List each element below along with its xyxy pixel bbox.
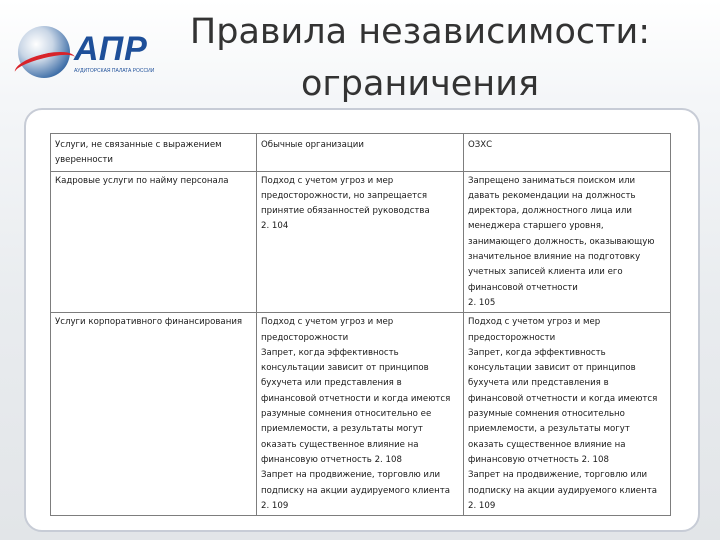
logo xyxy=(18,24,168,88)
header-services: Услуги, не связанные с выражением уверенности xyxy=(51,134,257,172)
logo-subtitle: АУДИТОРСКАЯ ПАЛАТА РОССИИ xyxy=(74,68,155,74)
table-row xyxy=(51,313,671,516)
header-regular-organizations: Обычные организации xyxy=(257,134,464,172)
page-title-line-1: Правила независимости: xyxy=(189,12,651,52)
table-row xyxy=(51,171,671,313)
pie-reference: 2. 105 xyxy=(468,297,496,308)
logo-brand: АПР xyxy=(74,30,148,68)
regular-text: Запрет на продвижение, торговлю или подписку на акции аудируемого клиента xyxy=(261,470,450,496)
table-header-row xyxy=(51,134,671,172)
service-cell: Кадровые услуги по найму персонала xyxy=(51,171,257,313)
pie-text: Подход с учетом угроз и мер предосторожности xyxy=(468,317,601,343)
pie-text: Запрет на продвижение, торговлю или подписку на акции аудируемого клиента xyxy=(468,470,657,496)
regular-text: Запрет, когда эффективность консультации зависит от принципов бухучета или представления в финансовой отчетности и когда имеются разумные сомнения относительно ее приемлемости, а результаты могут оказать существенное влияние на финансовую отчетность 2. 108 xyxy=(261,347,451,465)
pie-text: Запрещено заниматься поиском или давать рекомендации на должность директора, должностного лица или менеджера старшего уровня, занимающего должность, оказывающую значительное влияние на подготовку учетных записей клиента или его финансовой отчетности xyxy=(468,175,655,293)
pie-text: Запрет, когда эффективность консультации зависит от принципов бухучета или представления в финансовой отчетности и когда имеются разумные сомнения относительно приемлемости, а результаты могут оказать существенное влияние на финансовую отчетность 2. 108 xyxy=(468,347,658,465)
header-pie: ОЗХС xyxy=(464,134,671,172)
regular-text: Подход с учетом угроз и мер предосторожности xyxy=(261,317,394,343)
pie-cell xyxy=(464,313,671,516)
pie-cell xyxy=(464,171,671,313)
pie-reference: 2. 109 xyxy=(468,500,496,511)
restrictions-table xyxy=(50,133,671,516)
regular-cell xyxy=(257,313,464,516)
regular-reference: 2. 104 xyxy=(261,221,289,232)
regular-reference: 2. 109 xyxy=(261,500,289,511)
regular-text: Подход с учетом угроз и мер предосторожности, но запрещается принятие обязанностей руководства xyxy=(261,175,430,217)
page-title xyxy=(170,6,670,110)
regular-cell xyxy=(257,171,464,313)
service-cell: Услуги корпоративного финансирования xyxy=(51,313,257,516)
page-title-line-2: ограничения xyxy=(301,64,539,104)
